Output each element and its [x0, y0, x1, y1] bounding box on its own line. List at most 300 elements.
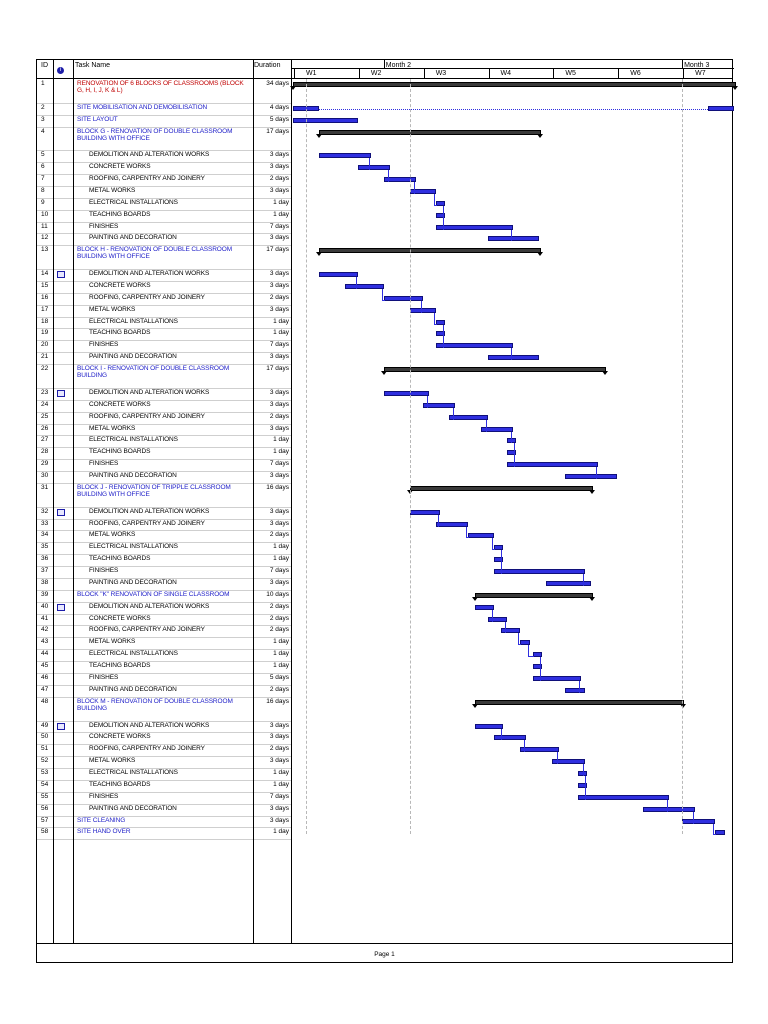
task-name: ELECTRICAL INSTALLATIONS — [89, 436, 178, 444]
table-row[interactable] — [37, 567, 732, 579]
note-indicator-icon[interactable] — [57, 271, 65, 278]
table-row[interactable] — [37, 175, 732, 187]
task-bar[interactable] — [488, 355, 540, 360]
task-id: 11 — [41, 222, 48, 230]
task-id: 54 — [41, 780, 49, 788]
summary-bar[interactable] — [410, 486, 594, 491]
table-row[interactable] — [37, 722, 732, 734]
task-duration: 7 days — [269, 222, 289, 230]
task-bar[interactable] — [546, 581, 591, 586]
dependency-link — [388, 170, 389, 182]
footer-divider — [37, 943, 732, 944]
month-label: Month 3 — [684, 62, 710, 69]
task-bar[interactable] — [578, 795, 669, 800]
table-row[interactable] — [37, 448, 732, 460]
task-name: ROOFING, CARPENTRY AND JOINERY — [89, 293, 205, 301]
table-row[interactable] — [37, 187, 732, 199]
task-bar[interactable] — [494, 569, 585, 574]
task-bar[interactable] — [410, 308, 436, 313]
task-name: FINISHES — [89, 222, 119, 230]
task-id: 37 — [41, 567, 49, 575]
task-id: 24 — [41, 400, 49, 408]
task-bar[interactable] — [682, 819, 714, 824]
task-bar[interactable] — [436, 225, 514, 230]
task-duration: 3 days — [269, 305, 289, 313]
table-row[interactable] — [37, 626, 732, 638]
task-duration: 1 day — [273, 650, 289, 658]
task-duration: 2 days — [269, 614, 289, 622]
task-name: METAL WORKS — [89, 531, 136, 539]
task-id: 57 — [41, 816, 49, 824]
page-number: Page 1 — [374, 951, 395, 958]
dependency-link — [585, 776, 586, 788]
task-name-column-header: Task Name — [75, 62, 111, 69]
task-duration: 1 day — [273, 436, 289, 444]
task-duration: 7 days — [269, 792, 289, 800]
task-id: 18 — [41, 317, 49, 325]
week-label: W6 — [630, 70, 641, 77]
table-row[interactable] — [37, 543, 732, 555]
task-duration: 2 days — [269, 175, 289, 183]
task-id: 58 — [41, 828, 49, 836]
task-id: 2 — [41, 103, 45, 111]
task-duration: 5 days — [269, 115, 289, 123]
task-name: TEACHING BOARDS — [89, 780, 151, 788]
table-row[interactable] — [37, 638, 732, 650]
task-name: METAL WORKS — [89, 638, 136, 646]
table-row[interactable] — [37, 817, 732, 829]
summary-bar-start-cap — [472, 704, 478, 708]
task-name: ROOFING, CARPENTRY AND JOINERY — [89, 519, 205, 527]
task-name: FINISHES — [89, 341, 119, 349]
dependency-link — [427, 396, 428, 408]
table-row[interactable] — [37, 615, 732, 627]
task-id: 21 — [41, 353, 49, 361]
table-row[interactable] — [37, 80, 732, 104]
table-row[interactable] — [37, 425, 732, 437]
task-id: 15 — [41, 281, 49, 289]
table-row[interactable] — [37, 329, 732, 341]
task-name: ROOFING, CARPENTRY AND JOINERY — [89, 745, 205, 753]
dependency-link — [524, 740, 525, 752]
task-duration: 4 days — [269, 103, 289, 111]
task-bar[interactable] — [488, 236, 540, 241]
task-duration: 10 days — [266, 590, 289, 598]
dependency-link — [486, 420, 487, 432]
task-duration: 3 days — [269, 816, 289, 824]
task-duration: 3 days — [269, 507, 289, 515]
task-duration: 17 days — [266, 127, 289, 135]
task-duration: 1 day — [273, 638, 289, 646]
task-duration: 3 days — [269, 721, 289, 729]
task-name: PAINTING AND DECORATION — [89, 578, 177, 586]
dependency-link — [369, 158, 370, 170]
table-row[interactable] — [37, 662, 732, 674]
dependency-link — [501, 562, 502, 574]
summary-bar-end-cap — [602, 371, 608, 375]
dependency-link — [434, 194, 437, 206]
table-row[interactable] — [37, 365, 732, 389]
summary-bar-end-cap — [537, 134, 543, 138]
task-id: 22 — [41, 365, 49, 373]
dependency-link — [693, 812, 694, 824]
week-label: W7 — [695, 70, 706, 77]
task-duration: 1 day — [273, 780, 289, 788]
dependency-link — [443, 206, 444, 218]
task-id: 1 — [41, 80, 45, 87]
task-duration: 7 days — [269, 341, 289, 349]
task-bar[interactable] — [319, 272, 358, 277]
task-name: ELECTRICAL INSTALLATIONS — [89, 317, 178, 325]
task-id: 7 — [41, 175, 45, 183]
task-id: 30 — [41, 472, 49, 480]
table-row[interactable] — [37, 270, 732, 282]
task-bar[interactable] — [507, 462, 598, 467]
table-row[interactable] — [37, 650, 732, 662]
dependency-link — [511, 432, 512, 444]
table-row[interactable] — [37, 353, 732, 365]
table-row[interactable] — [37, 579, 732, 591]
task-id: 56 — [41, 804, 49, 812]
task-duration: 2 days — [269, 602, 289, 610]
task-id: 19 — [41, 329, 49, 337]
summary-bar-start-cap — [472, 597, 478, 601]
task-name: CONCRETE WORKS — [89, 281, 151, 289]
task-id: 25 — [41, 412, 49, 420]
task-name: ELECTRICAL INSTALLATIONS — [89, 769, 178, 777]
task-id: 13 — [41, 246, 49, 254]
dependency-link — [585, 788, 586, 800]
task-name: CONCRETE WORKS — [89, 400, 151, 408]
week-label: W5 — [565, 70, 576, 77]
task-name: TEACHING BOARDS — [89, 662, 151, 670]
dependency-link — [713, 824, 716, 836]
task-bar[interactable] — [565, 474, 617, 479]
table-row[interactable] — [37, 151, 732, 163]
task-duration: 2 days — [269, 745, 289, 753]
week-label: W4 — [500, 70, 512, 77]
task-bar[interactable] — [358, 165, 390, 170]
dependency-link — [528, 645, 534, 657]
table-row[interactable] — [37, 781, 732, 793]
task-bar[interactable] — [468, 533, 494, 538]
dependency-link — [356, 277, 357, 289]
task-bar[interactable] — [449, 415, 488, 420]
table-row[interactable] — [37, 460, 732, 472]
table-row[interactable] — [37, 401, 732, 413]
task-name: DEMOLITION AND ALTERATION WORKS — [89, 151, 210, 159]
task-id: 27 — [41, 436, 49, 444]
task-duration: 2 days — [269, 626, 289, 634]
task-id: 47 — [41, 685, 49, 693]
table-row[interactable] — [37, 104, 732, 116]
task-duration: 3 days — [269, 388, 289, 396]
dependency-link — [453, 408, 454, 420]
task-duration: 3 days — [269, 733, 289, 741]
dependency-link — [514, 443, 515, 455]
task-bar[interactable] — [384, 296, 423, 301]
note-indicator-icon[interactable] — [57, 723, 65, 730]
task-duration: 17 days — [266, 246, 289, 254]
task-id: 32 — [41, 507, 49, 515]
task-id: 39 — [41, 590, 49, 598]
dependency-link — [434, 313, 437, 325]
task-name: SITE LAYOUT — [77, 115, 118, 123]
dependency-link — [505, 622, 506, 634]
table-row[interactable] — [37, 745, 732, 757]
task-duration: 3 days — [269, 804, 289, 812]
task-id: 33 — [41, 519, 49, 527]
summary-bar[interactable] — [319, 130, 541, 135]
summary-bar-start-cap — [316, 252, 322, 256]
task-name: FINISHES — [89, 674, 119, 681]
task-bar[interactable] — [715, 830, 725, 835]
task-duration: 3 days — [269, 270, 289, 278]
table-row[interactable] — [37, 436, 732, 448]
table-row[interactable] — [37, 306, 732, 318]
task-duration: 1 day — [273, 543, 289, 551]
task-name: DEMOLITION AND ALTERATION WORKS — [89, 507, 210, 515]
task-duration: 1 day — [273, 210, 289, 218]
task-name: DEMOLITION AND ALTERATION WORKS — [89, 388, 210, 396]
note-indicator-icon[interactable] — [57, 390, 65, 397]
table-row[interactable] — [37, 128, 732, 152]
task-duration: 1 day — [273, 329, 289, 337]
table-row[interactable] — [37, 698, 732, 722]
task-name: ROOFING, CARPENTRY AND JOINERY — [89, 412, 205, 420]
task-name: METAL WORKS — [89, 186, 136, 194]
task-bar[interactable] — [293, 118, 358, 123]
dependency-link — [466, 527, 469, 539]
table-row[interactable] — [37, 211, 732, 223]
task-id: 4 — [41, 127, 45, 135]
dependency-link — [443, 325, 444, 337]
dependency-link — [540, 669, 541, 681]
dependency-link — [579, 681, 580, 693]
table-row[interactable] — [37, 116, 732, 128]
task-bar[interactable] — [643, 807, 695, 812]
task-duration: 1 day — [273, 828, 289, 836]
dependency-link — [443, 336, 444, 348]
table-row[interactable] — [37, 389, 732, 401]
task-duration: 1 day — [273, 198, 289, 206]
table-row[interactable] — [37, 591, 732, 603]
task-bar[interactable] — [436, 522, 468, 527]
dependency-link — [501, 729, 502, 741]
table-row[interactable] — [37, 686, 732, 698]
task-id: 46 — [41, 674, 49, 681]
dependency-link — [492, 610, 493, 622]
task-id: 20 — [41, 341, 49, 349]
task-name: FINISHES — [89, 567, 119, 575]
task-id: 31 — [41, 483, 49, 491]
task-bar[interactable] — [319, 153, 371, 158]
table-row[interactable] — [37, 603, 732, 615]
task-duration: 7 days — [269, 567, 289, 575]
table-row[interactable] — [37, 223, 732, 235]
task-split-line — [319, 109, 708, 110]
task-duration: 3 days — [269, 234, 289, 242]
task-duration: 2 days — [269, 685, 289, 693]
table-row[interactable] — [37, 199, 732, 211]
task-bar[interactable] — [708, 106, 734, 111]
table-row[interactable] — [37, 793, 732, 805]
task-name: METAL WORKS — [89, 305, 136, 313]
task-name: RENOVATION OF 6 BLOCKS OF CLASSROOMS (BLOCK G, H, I, J, K & L) — [77, 80, 244, 94]
task-id: 35 — [41, 543, 49, 551]
task-id: 38 — [41, 578, 49, 586]
table-row[interactable] — [37, 555, 732, 567]
task-name: DEMOLITION AND ALTERATION WORKS — [89, 270, 210, 278]
table-row[interactable] — [37, 341, 732, 353]
task-name: PAINTING AND DECORATION — [89, 234, 177, 242]
table-row[interactable] — [37, 828, 732, 840]
dependency-link — [501, 550, 502, 562]
summary-bar-end-cap — [589, 490, 595, 494]
summary-bar[interactable] — [293, 82, 736, 87]
task-id: 29 — [41, 460, 49, 468]
task-id: 23 — [41, 388, 49, 396]
table-row[interactable] — [37, 769, 732, 781]
task-id: 17 — [41, 305, 49, 313]
table-row[interactable] — [37, 234, 732, 246]
task-name: CONCRETE WORKS — [89, 614, 151, 622]
task-duration: 2 days — [269, 531, 289, 539]
dependency-link — [596, 467, 597, 479]
task-name: PAINTING AND DECORATION — [89, 685, 177, 693]
task-name: TEACHING BOARDS — [89, 210, 151, 218]
task-duration: 3 days — [269, 472, 289, 480]
table-row[interactable] — [37, 674, 732, 686]
task-id: 40 — [41, 602, 49, 610]
table-row[interactable] — [37, 508, 732, 520]
task-duration: 2 days — [269, 412, 289, 420]
task-name: PAINTING AND DECORATION — [89, 804, 177, 812]
summary-bar-end-cap — [680, 704, 686, 708]
info-icon: i — [57, 67, 64, 74]
task-name: BLOCK G - RENOVATION OF DOUBLE CLASSROOM BUILDING WITH OFFICE — [77, 127, 233, 142]
task-name: ELECTRICAL INSTALLATIONS — [89, 543, 178, 551]
summary-bar[interactable] — [475, 593, 594, 598]
task-duration: 3 days — [269, 163, 289, 171]
task-duration: 3 days — [269, 424, 289, 432]
task-id: 6 — [41, 163, 45, 171]
task-duration: 3 days — [269, 578, 289, 586]
task-id: 26 — [41, 424, 49, 432]
task-name: TEACHING BOARDS — [89, 329, 151, 337]
task-bar[interactable] — [345, 284, 384, 289]
task-name: PAINTING AND DECORATION — [89, 353, 177, 361]
task-duration: 1 day — [273, 769, 289, 777]
summary-bar[interactable] — [475, 700, 685, 705]
task-bar[interactable] — [436, 343, 514, 348]
task-id: 45 — [41, 662, 49, 670]
task-name: SITE CLEANING — [77, 816, 126, 824]
task-name: ROOFING, CARPENTRY AND JOINERY — [89, 626, 205, 634]
dependency-link — [511, 348, 512, 360]
table-row[interactable] — [37, 805, 732, 817]
task-bar[interactable] — [565, 688, 584, 693]
task-duration: 3 days — [269, 757, 289, 765]
task-name: DEMOLITION AND ALTERATION WORKS — [89, 602, 210, 610]
task-bar[interactable] — [475, 724, 504, 729]
task-duration: 3 days — [269, 400, 289, 408]
table-row[interactable] — [37, 531, 732, 543]
task-duration: 3 days — [269, 151, 289, 159]
task-id: 50 — [41, 733, 49, 741]
task-name: BLOCK M - RENOVATION OF DOUBLE CLASSROOM BUILDING — [77, 697, 233, 712]
task-id: 44 — [41, 650, 49, 658]
task-id: 42 — [41, 626, 49, 634]
dependency-link — [583, 764, 584, 776]
summary-bar-end-cap — [589, 597, 595, 601]
summary-bar-end-cap — [537, 252, 543, 256]
month-label: Month 2 — [385, 62, 412, 69]
table-row[interactable] — [37, 520, 732, 532]
task-bar[interactable] — [520, 747, 559, 752]
note-indicator-icon[interactable] — [57, 604, 65, 611]
table-row[interactable] — [37, 757, 732, 769]
table-row[interactable] — [37, 472, 732, 484]
task-id: 51 — [41, 745, 49, 753]
task-name: DEMOLITION AND ALTERATION WORKS — [89, 721, 210, 729]
task-id: 28 — [41, 448, 49, 456]
task-bar[interactable] — [410, 510, 440, 515]
task-id: 3 — [41, 115, 45, 123]
summary-bar[interactable] — [319, 248, 541, 253]
dependency-link — [514, 455, 515, 467]
task-name: BLOCK "K" RENOVATION OF SINGLE CLASSROOM — [77, 590, 230, 598]
note-indicator-icon[interactable] — [57, 509, 65, 516]
gantt-chart-page — [36, 59, 733, 963]
id-column-header: ID — [41, 62, 48, 69]
task-id: 8 — [41, 186, 45, 194]
task-name: BLOCK H - RENOVATION OF DOUBLE CLASSROOM BUILDING WITH OFFICE — [77, 246, 233, 261]
task-duration: 16 days — [266, 483, 289, 491]
dependency-link — [583, 574, 584, 586]
task-name: METAL WORKS — [89, 424, 136, 432]
task-name: ELECTRICAL INSTALLATIONS — [89, 650, 178, 658]
summary-bar[interactable] — [384, 367, 606, 372]
task-name: TEACHING BOARDS — [89, 555, 151, 563]
task-name: CONCRETE WORKS — [89, 163, 151, 171]
table-row[interactable] — [37, 484, 732, 508]
table-row[interactable] — [37, 318, 732, 330]
dependency-link — [438, 515, 439, 527]
summary-bar-end-cap — [732, 86, 738, 90]
task-bar[interactable] — [384, 391, 429, 396]
task-duration: 1 day — [273, 317, 289, 325]
table-row[interactable] — [37, 733, 732, 745]
task-id: 48 — [41, 697, 49, 705]
dependency-link — [557, 752, 558, 764]
task-id: 52 — [41, 757, 49, 765]
task-name: BLOCK J - RENOVATION OF TRIPPLE CLASSROOM BUILDING WITH OFFICE — [77, 483, 231, 498]
task-id: 14 — [41, 270, 49, 278]
task-duration: 1 day — [273, 662, 289, 670]
task-name: FINISHES — [89, 460, 119, 468]
task-duration: 3 days — [269, 353, 289, 361]
summary-bar-start-cap — [381, 371, 387, 375]
table-row[interactable] — [37, 413, 732, 425]
task-duration: 16 days — [266, 697, 289, 705]
task-id: 53 — [41, 769, 49, 777]
table-row[interactable] — [37, 246, 732, 270]
task-bar[interactable] — [494, 735, 526, 740]
task-duration: 7 days — [269, 460, 289, 468]
dependency-link — [492, 538, 495, 550]
table-row[interactable] — [37, 163, 732, 175]
